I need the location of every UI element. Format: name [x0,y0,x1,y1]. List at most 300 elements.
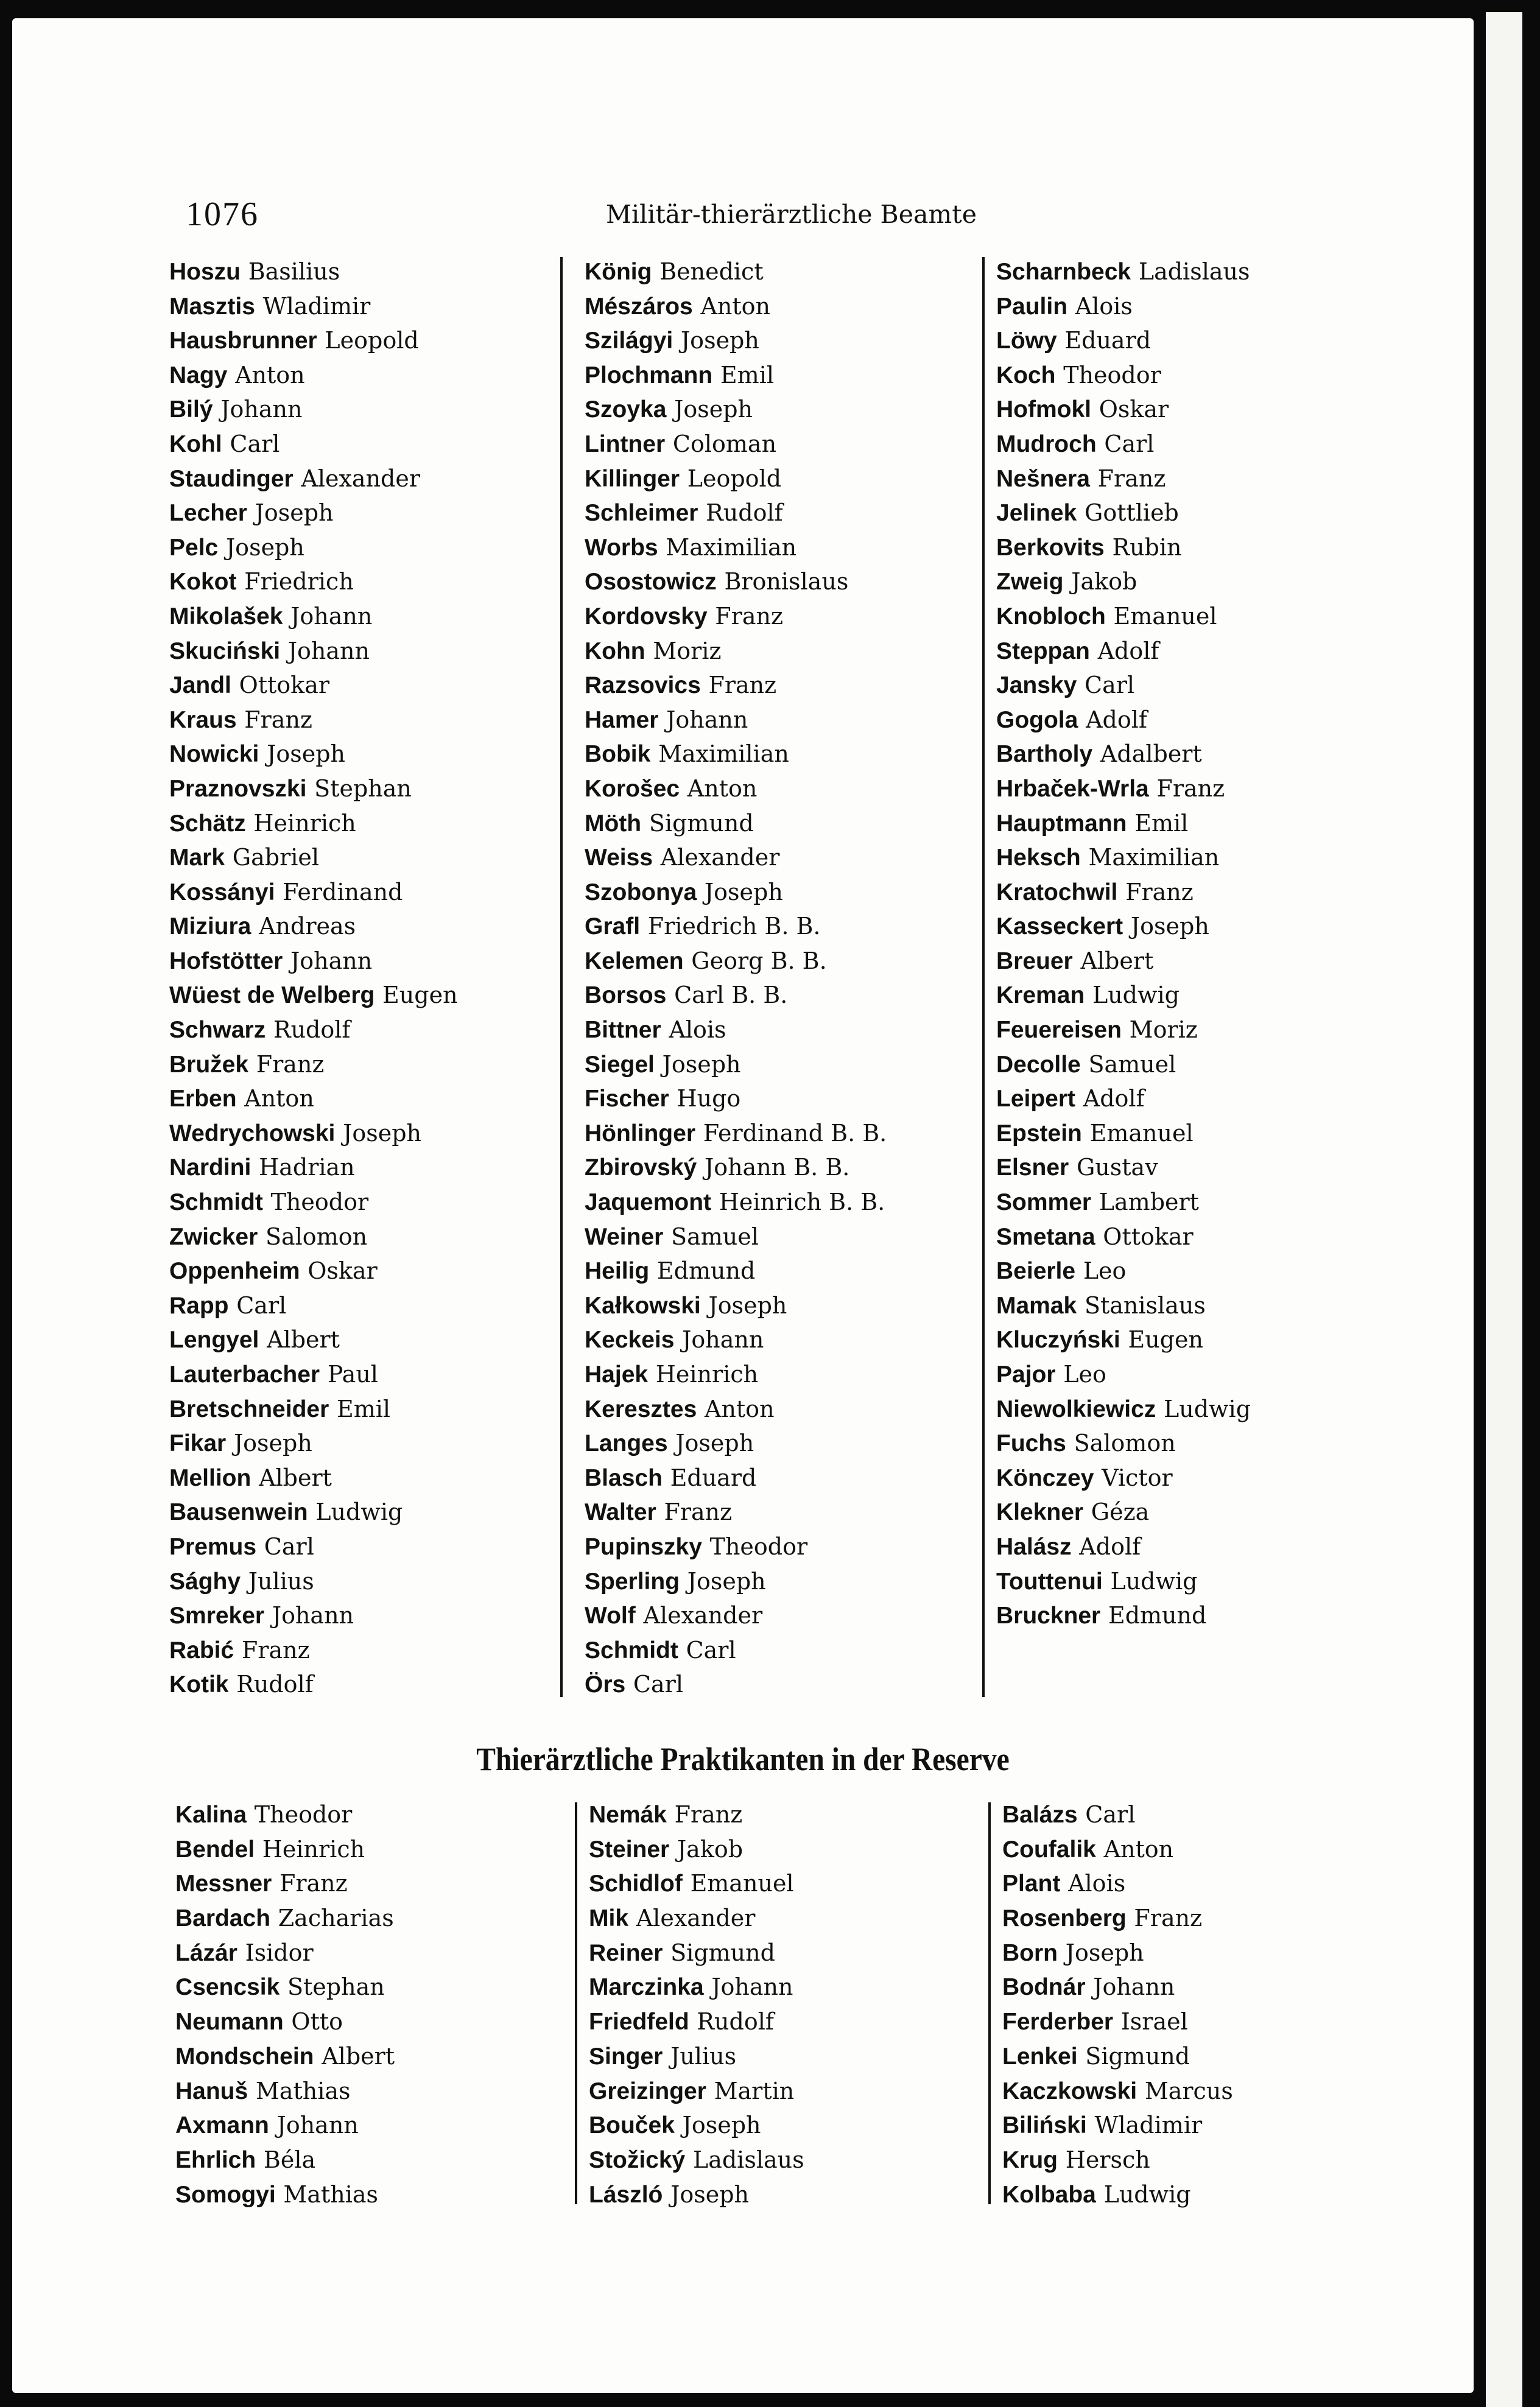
surname: Schwarz [169,1017,266,1044]
name-entry [996,703,1251,737]
name-entry [1002,2039,1233,2074]
given-name: Alois [1068,1870,1126,1897]
surname: Kalina [175,1802,247,1828]
given-name: Gustav [1076,1154,1158,1181]
given-name: Franz [715,602,783,630]
column-rule [988,1802,991,2204]
name-entry [585,496,887,530]
given-name: Adalbert [1100,740,1202,768]
given-name: Bronislaus [724,568,849,596]
name-entry [996,599,1251,634]
given-name: Martin [714,2077,795,2104]
surname: Gogola [996,706,1078,733]
given-name: Alexander [643,1602,763,1629]
name-entry [585,634,887,669]
name-entry [585,875,887,910]
surname: Coufalik [1002,1836,1096,1863]
name-entry [585,978,887,1013]
name-entry [996,358,1251,393]
surname: Bartholy [996,741,1093,768]
surname: Kossányi [169,879,275,905]
given-name: Franz [1097,465,1166,492]
surname: Weiner [585,1223,664,1250]
surname: Mark [169,845,225,871]
surname: Nemák [589,1802,667,1828]
given-name: Theodor [254,1801,353,1828]
name-entry [996,1530,1251,1564]
surname: Nešnera [996,465,1090,492]
given-name: Salomon [265,1223,368,1250]
name-entry [585,1461,887,1495]
name-entry [585,564,887,599]
name-entry [996,978,1251,1013]
name-entry [585,1633,887,1668]
name-entry [175,2143,395,2177]
given-name: Carl [1085,1801,1136,1828]
given-name: Ludwig [1092,982,1180,1009]
surname: Nagy [169,362,228,388]
name-entry [996,944,1251,979]
surname: Keckeis [585,1327,675,1354]
given-name: Ferdinand [283,878,403,905]
name-entry [585,1598,887,1633]
given-name: Anton [705,1395,775,1422]
section1-column-1 [169,255,458,1702]
name-entry [589,1797,804,1832]
name-entry [169,530,458,565]
given-name: Heinrich [262,1835,365,1863]
surname: Csencsik [175,1974,280,2001]
surname: Kreman [996,982,1085,1009]
surname: Szilágyi [585,328,673,354]
given-name: Israel [1120,2008,1188,2036]
name-entry [169,1530,458,1564]
given-name: Otto [291,2008,343,2036]
surname: Born [1002,1939,1058,1966]
surname: Kratochwil [996,879,1118,905]
surname: Mészáros [585,293,693,320]
given-name: Anton [235,361,305,388]
surname: Heksch [996,845,1081,871]
name-entry [589,1866,804,1901]
name-entry [169,806,458,841]
name-entry [589,1901,804,1936]
surname: Niewolkiewicz [996,1396,1156,1422]
surname: Sperling [585,1568,680,1595]
name-entry [175,2177,395,2212]
given-name: Joseph [1065,1939,1144,1966]
name-entry [996,875,1251,910]
name-entry [169,875,458,910]
surname: Plant [1002,1871,1061,1897]
given-name: Rudolf [697,2008,774,2036]
surname: Hofmokl [996,396,1091,423]
surname: Smreker [169,1603,265,1629]
surname: Rapp [169,1292,229,1319]
book-page [12,18,1474,2393]
name-entry [169,944,458,979]
name-entry [1002,1832,1233,1867]
name-entry [169,703,458,737]
given-name: Moriz [1129,1016,1198,1044]
surname: Koch [996,362,1056,388]
given-name: Sigmund [1085,2042,1190,2070]
given-name: Mathias [283,2180,379,2208]
name-entry [585,1530,887,1564]
name-entry [169,1254,458,1288]
name-entry [585,427,887,462]
surname: Pupinszky [585,1533,702,1560]
surname: Szobonya [585,879,697,905]
surname: Marczinka [589,1974,704,2001]
surname: Kordovsky [585,603,708,630]
name-entry [175,1901,395,1936]
surname: Razsovics [585,672,701,699]
column-rule [982,257,985,1697]
name-entry [589,2177,804,2212]
given-name: Heinrich B. B. [719,1189,885,1216]
surname: Steppan [996,638,1090,664]
surname: Fikar [169,1430,227,1457]
surname: Klekner [996,1499,1084,1526]
given-name: Emil [720,361,775,388]
surname: Kasseckert [996,913,1123,940]
given-name: Stephan [287,1973,385,2001]
given-name: Johann [290,602,373,630]
given-name: Eduard [1064,327,1151,354]
name-entry [175,1936,395,1970]
surname: Reiner [589,1939,663,1966]
name-entry [169,496,458,530]
name-entry [585,358,887,393]
name-entry [996,1323,1251,1357]
name-entry [1002,1866,1233,1901]
name-entry [1002,1970,1233,2005]
surname: Schidlof [589,1871,683,1897]
name-entry [996,392,1251,427]
name-entry [169,1013,458,1047]
name-entry [996,1564,1251,1599]
name-entry [169,1357,458,1392]
given-name: Emil [336,1395,391,1422]
given-name: Franz [1125,878,1194,905]
name-entry [585,1116,887,1151]
surname: Killinger [585,465,680,492]
surname: Schätz [169,810,246,837]
surname: Jansky [996,672,1077,699]
surname: Lengyel [169,1327,259,1354]
name-entry [1002,2108,1233,2143]
section2-column-2 [589,1797,804,2212]
name-entry [585,1288,887,1323]
given-name: Hersch [1065,2146,1150,2173]
surname: Hanuš [175,2078,248,2104]
surname: Langes [585,1430,668,1457]
given-name: Joseph [255,499,334,527]
surname: Kohn [585,638,645,664]
name-entry [169,427,458,462]
section1-column-3 [996,255,1251,1633]
name-entry [175,2039,395,2074]
surname: Mamak [996,1292,1077,1319]
surname: Mik [589,1905,629,1932]
given-name: Eduard [670,1464,757,1491]
name-entry [585,737,887,771]
name-entry [996,806,1251,841]
name-entry [585,1013,887,1047]
name-entry [169,392,458,427]
name-entry [996,634,1251,669]
section-title: Thierärztliche Praktikanten in der Reserve [476,1741,1010,1777]
surname: Bruckner [996,1603,1101,1629]
name-entry [996,737,1251,771]
name-entry [589,2108,804,2143]
name-entry [585,1495,887,1530]
given-name: Johann [290,947,373,974]
name-entry [996,1598,1251,1633]
name-entry [169,1150,458,1185]
name-entry [996,909,1251,944]
name-entry [169,1047,458,1082]
given-name: Stanislaus [1084,1291,1206,1319]
surname: Kolbaba [1002,2181,1096,2208]
given-name: Oskar [308,1257,378,1285]
surname: Kluczyński [996,1327,1120,1354]
given-name: Julius [670,2042,737,2070]
surname: Korošec [585,775,680,802]
given-name: Franz [1156,775,1225,802]
given-name: Alois [1075,292,1133,320]
given-name: Johann [276,2112,359,2139]
surname: Bittner [585,1017,661,1044]
surname: Heilig [585,1258,650,1285]
name-entry [169,909,458,944]
surname: Grafl [585,913,641,940]
given-name: Basilius [248,258,340,285]
given-name: Leo [1063,1361,1106,1388]
surname: Jelinek [996,500,1077,527]
name-entry [175,2005,395,2039]
given-name: Jakob [677,1835,744,1863]
given-name: Johann [272,1602,354,1629]
given-name: Ludwig [1103,2180,1191,2208]
given-name: Gabriel [232,844,320,871]
name-entry [585,462,887,496]
page-number: 1076 [186,195,259,233]
surname: Bouček [589,2112,675,2139]
surname: Wüest de Welberg [169,982,375,1009]
given-name: Edmund [1108,1602,1207,1629]
given-name: Joseph [233,1430,312,1457]
given-name: Ludwig [315,1499,403,1526]
given-name: Franz [674,1801,743,1828]
given-name: Theodor [709,1533,808,1560]
section2-column-1 [175,1797,395,2212]
given-name: Franz [708,672,777,699]
surname: Masztis [169,293,255,320]
surname: Bobik [585,741,651,768]
surname: Ferderber [1002,2009,1114,2036]
surname: Keresztes [585,1396,697,1422]
name-entry [175,1970,395,2005]
surname: Touttenui [996,1568,1103,1595]
surname: Szoyka [585,396,667,423]
name-entry [585,323,887,358]
name-entry [589,2039,804,2074]
given-name: Salomon [1074,1430,1176,1457]
surname: Axmann [175,2112,269,2139]
surname: Bausenwein [169,1499,308,1526]
name-entry [585,1564,887,1599]
given-name: Alexander [660,844,780,871]
name-entry [1002,1901,1233,1936]
surname: Neumann [175,2009,284,2036]
surname: Hrbaček-Wrla [996,775,1149,802]
given-name: Wladimir [1094,2112,1203,2139]
name-entry [169,1426,458,1461]
given-name: Ferdinand B. B. [703,1119,887,1147]
given-name: Adolf [1097,637,1159,664]
name-entry [1002,2177,1233,2212]
surname: László [589,2181,663,2208]
given-name: Joseph [704,878,783,905]
name-entry [585,1323,887,1357]
given-name: Albert [259,1464,332,1491]
surname: Miziura [169,913,251,940]
surname: Hajek [585,1362,649,1388]
name-entry [589,2005,804,2039]
surname: Erben [169,1086,237,1112]
surname: Pajor [996,1362,1056,1388]
surname: Kotik [169,1671,229,1698]
running-title: Militär-thierärztliche Beamte [606,200,977,229]
surname: Jaquemont [585,1189,712,1216]
given-name: Wladimir [262,292,371,320]
name-entry [585,1081,887,1116]
surname: Halász [996,1533,1072,1560]
section2-column-3 [1002,1797,1233,2212]
name-entry [169,1116,458,1151]
name-entry [585,806,887,841]
name-entry [169,1564,458,1599]
name-entry [996,1185,1251,1220]
name-entry [996,564,1251,599]
name-entry [175,1832,395,1867]
name-entry [169,840,458,875]
given-name: Joseph [267,740,345,768]
adjacent-page-edge [1486,12,1522,2407]
surname: Hausbrunner [169,328,317,354]
given-name: Franz [241,1636,310,1664]
surname: Ehrlich [175,2146,256,2173]
name-entry [996,1288,1251,1323]
given-name: Leopold [687,465,782,492]
given-name: Samuel [1088,1050,1176,1078]
name-entry [169,737,458,771]
surname: Zweig [996,569,1064,596]
surname: Schmidt [169,1189,263,1216]
surname: Mondschein [175,2043,314,2070]
given-name: Andreas [259,913,356,940]
given-name: Carl [236,1291,287,1319]
given-name: Franz [664,1499,733,1526]
name-entry [585,255,887,289]
name-entry [996,1013,1251,1047]
surname: Kokot [169,569,237,596]
section1-column-2 [585,255,887,1702]
name-entry [996,1254,1251,1288]
surname: Messner [175,1871,272,1897]
name-entry [1002,2074,1233,2109]
surname: Pelc [169,534,219,561]
surname: Beierle [996,1258,1076,1285]
given-name: Jakob [1071,568,1137,596]
name-entry [169,255,458,289]
name-entry [589,1936,804,1970]
name-entry [169,668,458,703]
name-entry [996,1220,1251,1254]
surname: Berkovits [996,534,1105,561]
name-entry [1002,1797,1233,1832]
given-name: Friedrich B. B. [647,913,821,940]
surname: Lenkei [1002,2043,1078,2070]
name-entry [169,1495,458,1530]
name-entry [169,978,458,1013]
given-name: Carl [633,1671,683,1698]
surname: Mikolašek [169,603,283,630]
surname: Praznovszki [169,775,307,802]
surname: Fischer [585,1086,669,1112]
given-name: Joseph [687,1567,766,1595]
surname: Kałkowski [585,1292,701,1319]
surname: Hönlinger [585,1120,695,1147]
name-entry [585,771,887,806]
name-entry [996,1392,1251,1427]
given-name: Isidor [245,1939,314,1966]
given-name: Heinrich [655,1361,759,1388]
given-name: Eugen [1128,1326,1203,1354]
name-entry [585,1426,887,1461]
given-name: Maximilian [1088,844,1220,871]
surname: Mellion [169,1464,251,1491]
column-rule [560,257,563,1697]
given-name: Rudolf [236,1671,314,1698]
given-name: Franz [256,1050,325,1078]
given-name: Maximilian [658,740,789,768]
name-entry [169,323,458,358]
name-entry [169,1598,458,1633]
surname: Breuer [996,947,1073,974]
name-entry [585,944,887,979]
given-name: Johann [220,396,303,423]
surname: Nardini [169,1154,251,1181]
surname: Sommer [996,1189,1092,1216]
surname: Greizinger [589,2078,706,2104]
given-name: Joseph [680,327,759,354]
name-entry [996,255,1251,289]
given-name: Anton [700,292,771,320]
name-entry [996,1357,1251,1392]
given-name: Emanuel [1113,602,1217,630]
name-entry [585,840,887,875]
given-name: Rudolf [706,499,783,527]
given-name: Marcus [1144,2077,1233,2104]
surname: Wolf [585,1603,636,1629]
surname: Nowicki [169,741,259,768]
surname: Biliński [1002,2112,1087,2139]
name-entry [996,323,1251,358]
given-name: Oskar [1099,396,1169,423]
